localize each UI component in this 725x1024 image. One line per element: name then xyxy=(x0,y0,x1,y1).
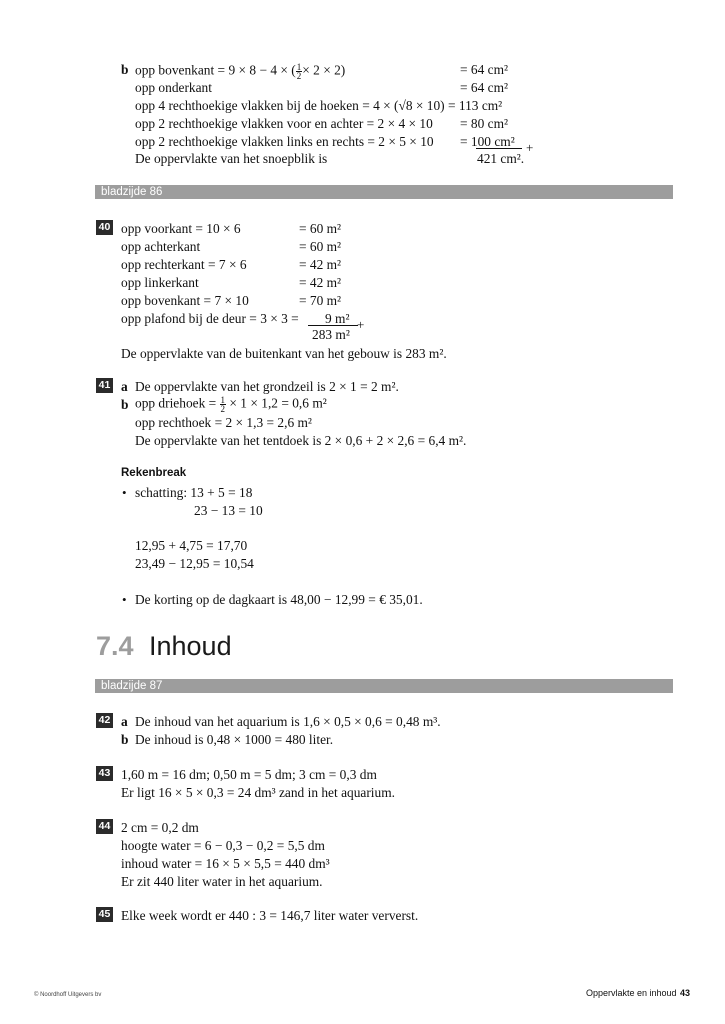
plus-sign: + xyxy=(526,140,534,155)
snoepblik-conclusion: De oppervlakte van het snoepblik is xyxy=(135,151,328,166)
q43-line-2: Er ligt 16 × 5 × 0,3 = 24 dm³ zand in het aquarium. xyxy=(121,785,395,800)
rekenbreak-schatting-2: 23 − 13 = 10 xyxy=(194,503,263,518)
q42-a-text: De inhoud van het aquarium is 1,6 × 0,5 × 0,6 = 0,48 m³. xyxy=(135,714,441,729)
q40-sum-underline xyxy=(308,325,358,326)
question-number-42: 42 xyxy=(96,713,113,728)
q41-a-label: a xyxy=(121,379,128,394)
q44-line-1: 2 cm = 0,2 dm xyxy=(121,820,199,835)
links-rechts-text: opp 2 rechthoekige vlakken links en rechts = 2 × 5 × 10 xyxy=(135,134,434,149)
bovenkant-text: opp bovenkant = 9 × 8 − 4 × ( xyxy=(135,62,296,78)
q42-a-label: a xyxy=(121,714,128,729)
q40-row-value: = 42 m² xyxy=(299,257,342,272)
q40-row-value: = 60 m² xyxy=(299,221,342,236)
section-title: Inhoud xyxy=(149,631,232,661)
page-ref-bar-86: bladzijde 86 xyxy=(95,185,673,199)
snoepblik-total: 421 cm². xyxy=(477,151,525,166)
q41-b-label: b xyxy=(121,397,129,412)
rekenbreak-korting: De korting op de dagkaart is 48,00 − 12,99 = € 35,01. xyxy=(135,592,423,607)
q40-plus-sign: + xyxy=(357,317,365,332)
q41-b1-post: × 1 × 1,2 = 0,6 m² xyxy=(229,395,327,411)
q41-b1-line xyxy=(135,396,327,413)
frac-denominator: 2 xyxy=(296,71,302,81)
page-ref-bar-87: bladzijde 87 xyxy=(95,679,673,693)
q40-row-value: 9 m² xyxy=(325,311,350,326)
section-number: 7.4 xyxy=(96,631,134,661)
q43-line-1: 1,60 m = 16 dm; 0,50 m = 5 dm; 3 cm = 0,3 dm xyxy=(121,767,377,782)
bullet-icon: • xyxy=(122,592,127,607)
page-number: 43 xyxy=(680,988,691,998)
voor-achter-result: = 80 cm² xyxy=(460,116,509,131)
question-number-41: 41 xyxy=(96,378,113,393)
bovenkant-result: = 64 cm² xyxy=(460,62,509,77)
q44-line-2: hoogte water = 6 − 0,3 − 0,2 = 5,5 dm xyxy=(121,838,325,853)
hoeken-line: opp 4 rechthoekige vlakken bij de hoeken = 4 × (√8 × 10) = 113 cm² xyxy=(135,98,503,113)
q45-line-1: Elke week wordt er 440 : 3 = 146,7 liter water ververst. xyxy=(121,908,419,923)
question-number-40: 40 xyxy=(96,220,113,235)
q40-conclusion: De oppervlakte van de buitenkant van het gebouw is 283 m². xyxy=(121,346,447,361)
rekenbreak-heading: Rekenbreak xyxy=(121,467,187,479)
q44-line-4: Er zit 440 liter water in het aquarium. xyxy=(121,874,323,889)
q40-row-label: opp achterkant xyxy=(121,239,201,254)
q40-row-label: opp linkerkant xyxy=(121,275,199,290)
copyright-notice: © Noordhoff Uitgevers bv xyxy=(34,992,102,998)
q41-b2: opp rechthoek = 2 × 1,3 = 2,6 m² xyxy=(135,415,312,430)
q42-b-text: De inhoud is 0,48 × 1000 = 480 liter. xyxy=(135,732,334,747)
q41-b3: De oppervlakte van het tentdoek is 2 × 0,6 + 2 × 2,6 = 6,4 m². xyxy=(135,433,467,448)
q40-row-label: opp rechterkant = 7 × 6 xyxy=(121,257,247,272)
q44-line-3: inhoud water = 16 × 5 × 5,5 = 440 dm³ xyxy=(121,856,330,871)
rekenbreak-calc-2: 23,49 − 12,95 = 10,54 xyxy=(135,556,254,571)
bovenkant-line xyxy=(135,63,345,80)
q40-row-value: = 60 m² xyxy=(299,239,342,254)
frac-denominator: 2 xyxy=(220,404,226,414)
q40-total: 283 m² xyxy=(312,327,350,342)
bullet-icon: • xyxy=(122,485,127,500)
rekenbreak-calc-1: 12,95 + 4,75 = 17,70 xyxy=(135,538,248,553)
q40-row-value: = 70 m² xyxy=(299,293,342,308)
q40-row-label: opp plafond bij de deur = 3 × 3 = xyxy=(121,311,299,326)
q41-a-text: De oppervlakte van het grondzeil is 2 × 1 = 2 m². xyxy=(135,379,399,394)
q40-row-label: opp voorkant = 10 × 6 xyxy=(121,221,241,236)
footer-chapter-title: Oppervlakte en inhoud xyxy=(586,988,677,998)
bovenkant-tail: × 2 × 2) xyxy=(302,62,346,78)
part-b-label: b xyxy=(121,62,129,77)
frac-numerator: 1 xyxy=(296,62,302,72)
q41-b1-pre: opp driehoek = xyxy=(135,395,217,411)
question-number-43: 43 xyxy=(96,766,113,781)
frac-numerator: 1 xyxy=(220,395,226,405)
q40-row-label: opp bovenkant = 7 × 10 xyxy=(121,293,249,308)
voor-achter-text: opp 2 rechthoekige vlakken voor en achter = 2 × 4 × 10 xyxy=(135,116,433,131)
question-number-45: 45 xyxy=(96,907,113,922)
half-fraction xyxy=(220,396,227,413)
question-number-44: 44 xyxy=(96,819,113,834)
q40-row-value: = 42 m² xyxy=(299,275,342,290)
links-rechts-result: = 100 cm² xyxy=(460,134,515,149)
rekenbreak-schatting: schatting: 13 + 5 = 18 xyxy=(135,485,253,500)
q42-b-label: b xyxy=(121,732,129,747)
onderkant-result: = 64 cm² xyxy=(460,80,509,95)
sum-underline xyxy=(476,148,522,149)
onderkant-text: opp onderkant xyxy=(135,80,212,95)
